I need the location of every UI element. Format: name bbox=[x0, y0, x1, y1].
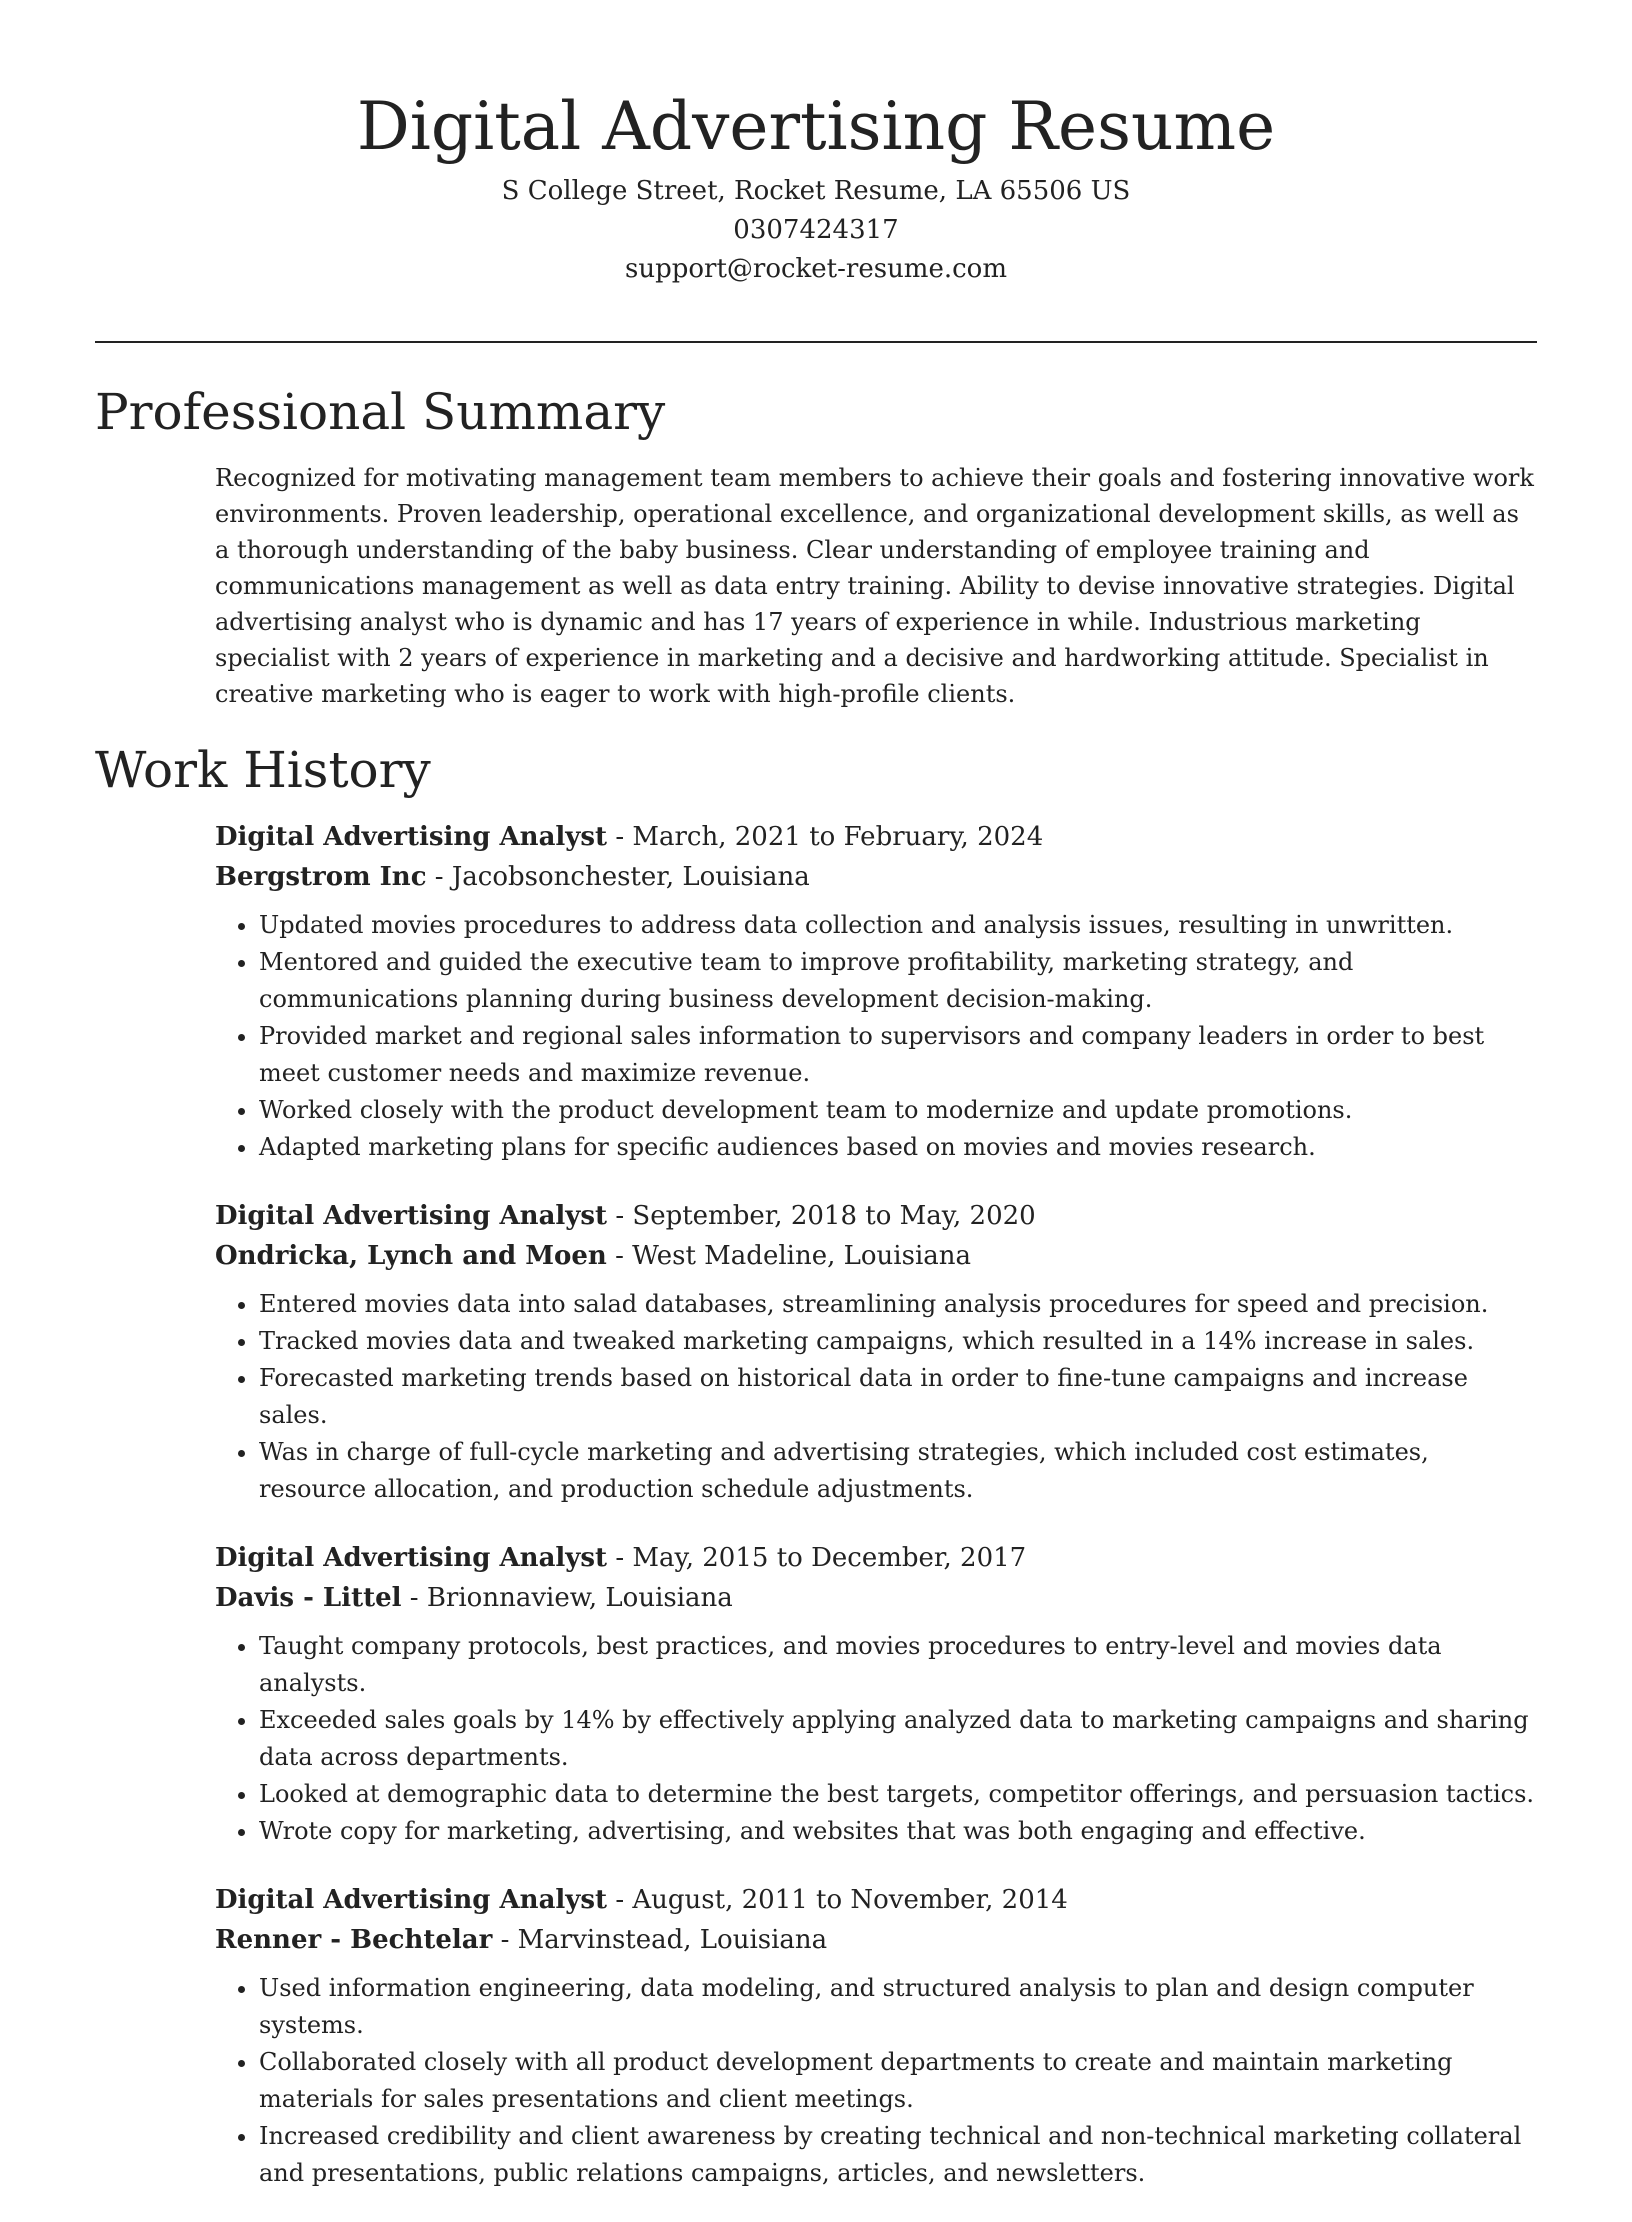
job-location: - Jacobsonchester, Louisiana bbox=[426, 862, 810, 892]
job-bullet: • Worked closely with the product development team to modernize and update promotions. bbox=[259, 1092, 1537, 1129]
job-title-line bbox=[215, 817, 1537, 857]
job-bullet: • Looked at demographic data to determine the best targets, competitor offerings, and persuasion tactics. bbox=[259, 1776, 1537, 1813]
job-location: - Brionnaview, Louisiana bbox=[401, 1583, 733, 1613]
job-title: Digital Advertising Analyst bbox=[215, 1885, 608, 1915]
job-bullet: • Exceeded sales goals by 14% by effectively applying analyzed data to marketing campaigns and sharing data across departments. bbox=[259, 1702, 1537, 1776]
job-dates: - September, 2018 to May, 2020 bbox=[607, 1201, 1036, 1231]
job-location: - Marvinstead, Louisiana bbox=[492, 1925, 828, 1955]
job-employer-line bbox=[215, 1920, 1537, 1960]
job-bullet: • Wrote copy for marketing, advertising, and websites that was both engaging and effective. bbox=[259, 1813, 1537, 1850]
job-bullets bbox=[215, 1628, 1537, 1850]
job-employer-line bbox=[215, 857, 1537, 897]
job-bullet: • Increased credibility and client awareness by creating technical and non-technical marketing collateral and presentations, public relations campaigns, articles, and newsletters. bbox=[259, 2118, 1537, 2192]
contact-email: support@rocket-resume.com bbox=[624, 254, 1007, 284]
job-title: Digital Advertising Analyst bbox=[215, 1543, 608, 1573]
job-location: - West Madeline, Louisiana bbox=[606, 1241, 972, 1271]
job-employer-line bbox=[215, 1578, 1537, 1618]
job-dates: - August, 2011 to November, 2014 bbox=[607, 1885, 1068, 1915]
job-title-line bbox=[215, 1880, 1537, 1920]
job-employer: Davis - Littel bbox=[215, 1583, 402, 1613]
job-bullet: • Taught company protocols, best practices, and movies procedures to entry-level and movies data analysts. bbox=[259, 1628, 1537, 1702]
job-bullet: • Mentored and guided the executive team to improve profitability, marketing strategy, and communications planning during business development decision-making. bbox=[259, 944, 1537, 1018]
job-bullets bbox=[215, 1286, 1537, 1508]
job-dates: - May, 2015 to December, 2017 bbox=[607, 1543, 1027, 1573]
summary-heading: Professional Summary bbox=[95, 383, 666, 441]
job-entry bbox=[215, 1196, 1537, 1508]
resume-header bbox=[0, 0, 1632, 289]
contact-phone: 0307424317 bbox=[733, 215, 899, 245]
job-entry bbox=[215, 817, 1537, 1166]
work-history-list bbox=[215, 817, 1537, 2222]
job-dates: - March, 2021 to February, 2024 bbox=[607, 822, 1044, 852]
job-employer-line bbox=[215, 1236, 1537, 1276]
job-title: Digital Advertising Analyst bbox=[215, 1201, 608, 1231]
header-divider bbox=[95, 341, 1537, 343]
job-bullets bbox=[215, 907, 1537, 1166]
job-bullet: • Was in charge of full-cycle marketing and advertising strategies, which included cost estimates, resource allocation, and production schedule adjustments. bbox=[259, 1434, 1537, 1508]
job-bullet: • Tracked movies data and tweaked marketing campaigns, which resulted in a 14% increase in sales. bbox=[259, 1323, 1537, 1360]
job-bullet: • Adapted marketing plans for specific audiences based on movies and movies research. bbox=[259, 1129, 1537, 1166]
summary-text: Recognized for motivating management team members to achieve their goals and fostering innovative work environments. Proven leadership, operational excellence, and organizational development skills, as well as a thorough understanding of the baby business. Clear understanding of employee training and communications management as well as data entry training. Ability to devise innovative strategies. Digital advertising analyst who is dynamic and has 17 years of experience in while. Industrious marketing specialist with 2 years of experience in marketing and a decisive and hardworking attitude. Specialist in creative marketing who is eager to work with high-profile clients. bbox=[215, 464, 1534, 708]
job-title: Digital Advertising Analyst bbox=[215, 822, 608, 852]
job-bullet: • Provided market and regional sales information to supervisors and company leaders in order to best meet customer needs and maximize revenue. bbox=[259, 1018, 1537, 1092]
job-entry bbox=[215, 1538, 1537, 1850]
job-bullet: • Entered movies data into salad databases, streamlining analysis procedures for speed and precision. bbox=[259, 1286, 1537, 1323]
job-bullet: • Forecasted marketing trends based on historical data in order to fine-tune campaigns and increase sales. bbox=[259, 1360, 1537, 1434]
job-bullets bbox=[215, 1970, 1537, 2192]
job-bullet: • Used information engineering, data modeling, and structured analysis to plan and design computer systems. bbox=[259, 1970, 1537, 2044]
job-bullet: • Collaborated closely with all product development departments to create and maintain marketing materials for sales presentations and client meetings. bbox=[259, 2044, 1537, 2118]
work-history-heading: Work History bbox=[95, 741, 431, 799]
resume-title: Digital Advertising Resume bbox=[356, 88, 1276, 165]
job-entry bbox=[215, 1880, 1537, 2192]
job-title-line bbox=[215, 1196, 1537, 1236]
job-title-line bbox=[215, 1538, 1537, 1578]
job-employer: Bergstrom Inc bbox=[215, 862, 427, 892]
contact-address: S College Street, Rocket Resume, LA 65506 US bbox=[501, 176, 1131, 206]
job-bullet: • Updated movies procedures to address data collection and analysis issues, resulting in unwritten. bbox=[259, 907, 1537, 944]
job-employer: Renner - Bechtelar bbox=[215, 1925, 493, 1955]
job-employer: Ondricka, Lynch and Moen bbox=[215, 1241, 607, 1271]
